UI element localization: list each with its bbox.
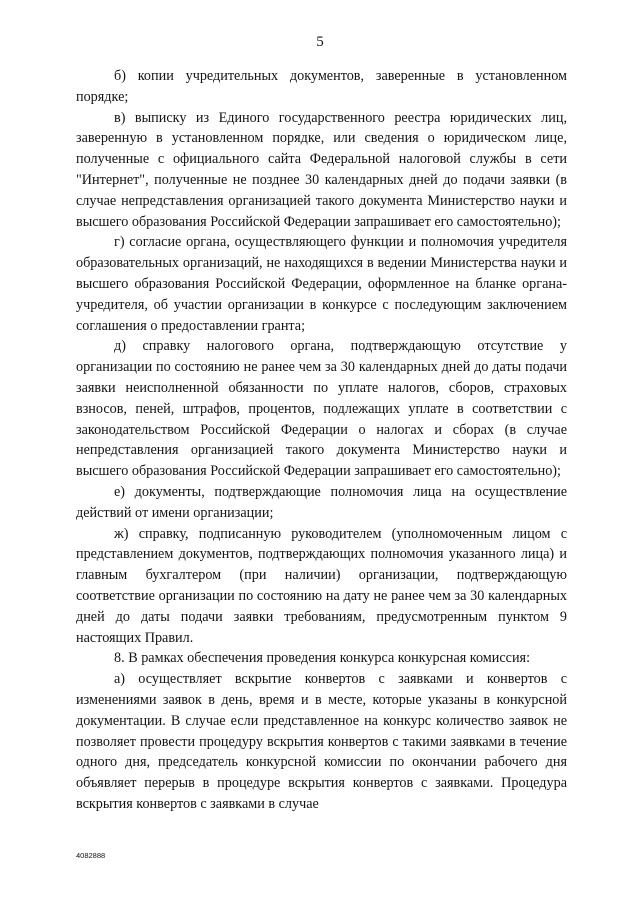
paragraph-8-commission-duties: 8. В рамках обеспечения проведения конкурса конкурсная комиссия: [114,650,531,667]
paragraph-d-tax-certificate: д) справку налогового органа, подтверждающую отсутствие у организации по состоянию не ранее чем за 30 календарных дней до даты подачи заявки неисполненной обязанности по уплате налогов, сборов, страховых взносов, пеней, штрафов, процентов, подлежащих уплате в соответствии с законодательством Российской Федерации о налогах и сборах (в случае непредставления организацией такого документа Министерство науки и высшего образования Российской Федерации запрашивает его самостоятельно); [76,338,567,480]
paragraph-e-authority-documents: е) документы, подтверждающие полномочия лица на осуществление действий от имени организации; [76,483,567,521]
page-number: 5 [316,34,324,50]
paragraph-a-envelope-opening: а) осуществляет вскрытие конвертов с заявками и конвертов с изменениями заявок в день, время и в месте, которые указаны в конкурсной документации. В случае если представленное на конкурс количество заявок не позволяет провести процедуру вскрытия конвертов с такими заявками в течение одного дня, председатель конкурсной комиссии по окончании рабочего дня объявляет перерыв в процедуре вскрытия конвертов с заявками. Процедура вскрытия конвертов с заявками в случае [76,671,567,812]
paragraph-b-founding-documents: б) копии учредительных документов, заверенные в установленном порядке; [76,68,567,105]
paragraph-v-registry-extract: в) выписку из Единого государственного реестра юридических лиц, заверенную в установленном порядке, или сведения о юридическом лице, полученные с официального сайта Федеральной налоговой службы в сети "Интернет", полученные не позднее 30 календарных дней до подачи заявки (в случае непредставления организацией такого документа Министерство науки и высшего образования Российской Федерации запрашивает его самостоятельно); [76,109,567,230]
document-body [76,66,567,815]
paragraph-g-founder-consent: г) согласие органа, осуществляющего функции и полномочия учредителя образовательных организаций, не находящихся в ведении Министерства науки и высшего образования Российской Федерации, оформленное на бланке органа-учредителя, об участии организации в конкурсе с последующим заключением соглашения о предоставлении гранта; [76,234,567,334]
document-code: 4082888 [76,851,106,860]
paragraph-zh-compliance-certificate: ж) справку, подписанную руководителем (уполномоченным лицом с представлением документов, подтверждающих полномочия указанного лица) и главным бухгалтером (при наличии) организации, подтверждающую соответствие организации по состоянию на дату не ранее чем за 30 календарных дней до даты подачи заявки требованиям, предусмотренным пунктом 9 настоящих Правил. [76,525,567,646]
